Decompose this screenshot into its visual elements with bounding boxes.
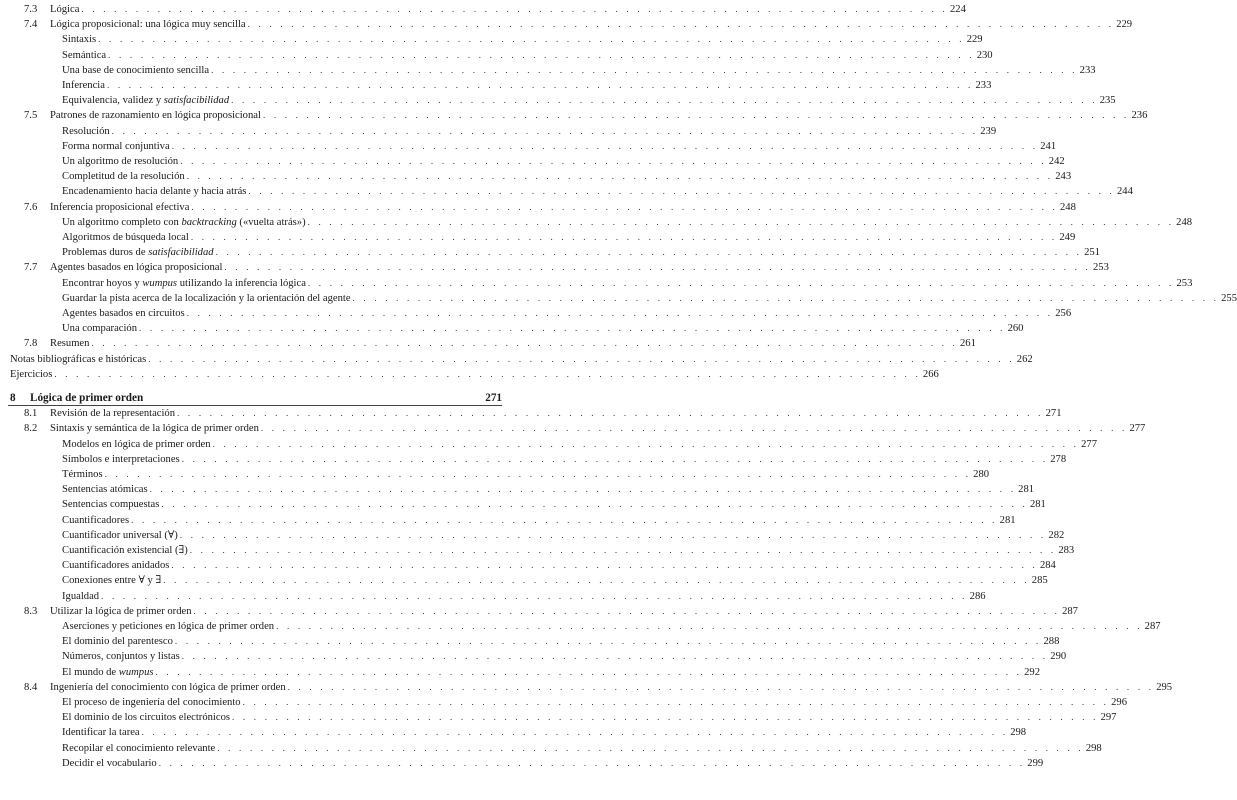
dot-leader: . . . . . . . . . . . . . . . . . . . . . . . . . . . . . . . . . . . . . . . . . . . . . . . . . . . . . . . . . . . . . . . . . . . . . . . . . . . . . . . .: [104, 469, 972, 479]
page-number: 287: [1062, 605, 1078, 617]
entry-title: El dominio del parentesco: [62, 636, 173, 648]
page-number: 248: [1059, 201, 1076, 213]
section-number: 7.3: [24, 4, 38, 15]
dot-leader: . . . . . . . . . . . . . . . . . . . . . . . . . . . . . . . . . . . . . . . . . . . . . . . . . . . . . . . . . . . . . . . . . . . . . . . . . . . . . . . .: [81, 4, 948, 14]
page-number: 283: [1058, 545, 1075, 556]
entry-title: Lógica proposicional: una lógica muy sencilla: [50, 19, 246, 31]
page-number: 229: [966, 34, 983, 46]
dot-leader: . . . . . . . . . . . . . . . . . . . . . . . . . . . . . . . . . . . . . . . . . . . . . . . . . . . . . . . . . . . . . . . . . . . . . . . . . . . . . . . .: [161, 499, 1028, 510]
section-number: 7.4: [24, 19, 38, 31]
entry-title: Utilizar la lógica de primer orden: [50, 605, 192, 617]
entry-title: Sintaxis y semántica de la lógica de primer orden: [50, 423, 259, 435]
entry-title: Términos: [62, 469, 103, 480]
toc-entry[interactable]: [0, 482, 1035, 497]
entry-title: Conexiones entre ∀ y ∃: [62, 575, 162, 587]
page-number: 281: [1029, 499, 1046, 511]
page-number: 292: [1024, 666, 1040, 678]
toc-entry[interactable]: [0, 756, 1044, 771]
section-number: 8.4: [24, 681, 38, 693]
dot-leader: . . . . . . . . . . . . . . . . . . . . . . . . . . . . . . . . . . . . . . . . . . . . . . . . . . . . . . . . . . . . . . . . . . . . . . . . . . . . . . . .: [177, 408, 1044, 419]
toc-entry[interactable]: [0, 695, 1128, 710]
entry-title: Aserciones y peticiones en lógica de primer orden: [62, 621, 275, 632]
page-number: 281: [999, 514, 1016, 526]
toc-entry[interactable]: [0, 336, 976, 351]
page-number: 255: [1221, 292, 1237, 304]
page-number: 261: [960, 338, 976, 350]
entry-title-italic: wumpus: [118, 666, 154, 678]
page-number: 278: [1050, 453, 1067, 465]
entry-title: Lógica: [50, 4, 80, 15]
page-number: 241: [1040, 140, 1057, 152]
page-number: 288: [1043, 636, 1060, 648]
toc-entry[interactable]: [0, 604, 1078, 619]
page-number: 285: [1031, 575, 1048, 587]
toc-entry[interactable]: [0, 2, 966, 17]
dot-leader: . . . . . . . . . . . . . . . . . . . . . . . . . . . . . . . . . . . . . . . . . . . . . . . . . . . . . . . . . . . . . . . . . . . . . . . . . . . . . . . .: [242, 697, 1110, 707]
entry-title: Una base de conocimiento sencilla: [62, 64, 210, 76]
entry-title: Igualdad: [62, 590, 100, 602]
dot-leader: . . . . . . . . . . . . . . . . . . . . . . . . . . . . . . . . . . . . . . . . . . . . . . . . . . . . . . . . . . . . . . . . . . . . . . . . . . . . . . . .: [149, 484, 1017, 495]
dot-leader: . . . . . . . . . . . . . . . . . . . . . . . . . . . . . . . . . . . . . . . . . . . . . . . . . . . . . . . . . . . . . . . . . . . . . . . . . . . . . . . .: [217, 742, 1084, 753]
page-number: 298: [1085, 742, 1102, 754]
toc-entry[interactable]: [0, 276, 1193, 291]
toc-entry[interactable]: [0, 154, 1065, 169]
toc-entry[interactable]: [0, 48, 993, 63]
dot-leader: . . . . . . . . . . . . . . . . . . . . . . . . . . . . . . . . . . . . . . . . . . . . . . . . . . . . . . . . . . . . . . . . . . . . . . . . . . . . . . . .: [171, 140, 1039, 151]
entry-title-italic: satisfacibilidad: [148, 247, 214, 259]
dot-leader: . . . . . . . . . . . . . . . . . . . . . . . . . . . . . . . . . . . . . . . . . . . . . . . . . . . . . . . . . . . . . . . . . . . . . . . . . . . . . . . .: [148, 353, 1015, 364]
dot-leader: . . . . . . . . . . . . . . . . . . . . . . . . . . . . . . . . . . . . . . . . . . . . . . . . . . . . . . . . . . . . . . . . . . . . . . . . . . . . . . . .: [189, 545, 1057, 555]
dot-leader: . . . . . . . . . . . . . . . . . . . . . . . . . . . . . . . . . . . . . . . . . . . . . . . . . . . . . . . . . . . . . . . . . . . . . . . . . . . . . . . .: [108, 49, 975, 60]
toc-entry[interactable]: [0, 63, 1096, 78]
page-number: 244: [1116, 186, 1133, 198]
page-number: 296: [1111, 697, 1128, 708]
entry-title: Agentes basados en circuitos: [62, 308, 185, 319]
section-number: 8.3: [24, 605, 38, 617]
toc-entry[interactable]: [0, 665, 1040, 680]
toc-entry[interactable]: [0, 245, 1101, 260]
page-number: 253: [1092, 262, 1109, 274]
toc-entry[interactable]: [0, 108, 1148, 123]
chapter-row[interactable]: [0, 391, 514, 406]
section-number: 8.1: [24, 408, 38, 420]
entry-title: Cuantificador universal (∀): [62, 529, 178, 541]
page-number: 271: [1045, 408, 1062, 420]
dot-leader: . . . . . . . . . . . . . . . . . . . . . . . . . . . . . . . . . . . . . . . . . . . . . . . . . . . . . . . . . . . . . . . . . . . . . . . . . . . . . . . .: [260, 423, 1128, 434]
entry-title: Símbolos e interpretaciones: [62, 453, 180, 465]
toc-entry[interactable]: [0, 230, 1076, 245]
entry-title: Agentes basados en lógica proposicional: [50, 262, 223, 274]
toc-entry[interactable]: [0, 17, 1133, 32]
entry-title: Forma normal conjuntiva: [62, 140, 170, 152]
toc-entry[interactable]: [0, 184, 1133, 199]
entry-title: Números, conjuntos y listas: [62, 651, 180, 663]
dot-leader: . . . . . . . . . . . . . . . . . . . . . . . . . . . . . . . . . . . . . . . . . . . . . . . . . . . . . . . . . . . . . . . . . . . . . . . . . . . . . . . .: [231, 95, 1098, 106]
toc-entry[interactable]: [0, 467, 990, 482]
toc-entry[interactable]: [0, 634, 1060, 649]
dot-leader: . . . . . . . . . . . . . . . . . . . . . . . . . . . . . . . . . . . . . . . . . . . . . . . . . . . . . . . . . . . . . . . . . . . . . . . . . . . . . . . .: [111, 125, 979, 136]
dot-leader: . . . . . . . . . . . . . . . . . . . . . . . . . . . . . . . . . . . . . . . . . . . . . . . . . . . . . . . . . . . . . . . . . . . . . . . . . . . . . . . .: [248, 186, 1115, 197]
entry-title: El mundo de wumpus: [62, 666, 154, 678]
section-number: 8.2: [24, 423, 38, 435]
dot-leader: . . . . . . . . . . . . . . . . . . . . . . . . . . . . . . . . . . . . . . . . . . . . . . . . . . . . . . . . . . . . . . . . . . . . . . . . . . . . . . . .: [186, 308, 1054, 318]
page-number: 287: [1144, 621, 1161, 632]
toc-entry[interactable]: [0, 558, 1056, 573]
dot-leader: . . . . . . . . . . . . . . . . . . . . . . . . . . . . . . . . . . . . . . . . . . . . . . . . . . . . . . . . . . . . . . . . . . . . . . . . . . . . . . . .: [352, 292, 1220, 303]
dot-leader: . . . . . . . . . . . . . . . . . . . . . . . . . . . . . . . . . . . . . . . . . . . . . . . . . . . . . . . . . . . . . . . . . . . . . . . . . . . . . . . .: [191, 201, 1058, 212]
page-number: 260: [1007, 323, 1024, 335]
entry-title: Encadenamiento hacia delante y hacia atrás: [62, 186, 247, 198]
toc-entry[interactable]: [0, 321, 1024, 336]
toc-entry[interactable]: [0, 543, 1075, 558]
dot-leader: . . . . . . . . . . . . . . . . . . . . . . . . . . . . . . . . . . . . . . . . . . . . . . . . . . . . . . . . . . . . . . . . . . . . . . . . . . . . . . . .: [224, 262, 1091, 273]
entry-title: Cuantificadores: [62, 514, 130, 526]
dot-leader: . . . . . . . . . . . . . . . . . . . . . . . . . . . . . . . . . . . . . . . . . . . . . . . . . . . . . . . . . . . . . . . . . . . . . . . . . . . . . . . .: [98, 34, 965, 45]
dot-leader: . . . . . . . . . . . . . . . . . . . . . . . . . . . . . . . . . . . . . . . . . . . . . . . . . . . . . . . . . . . . . . . . . . . . . . . . . . . . . . . .: [190, 232, 1058, 242]
page-number: 284: [1039, 560, 1056, 572]
section-number: 7.5: [24, 110, 38, 122]
toc-entry[interactable]: [0, 680, 1173, 695]
toc-entry[interactable]: [0, 139, 1057, 154]
page-number: 239: [980, 125, 997, 137]
entry-title: Ejercicios: [10, 368, 53, 380]
entry-title: El proceso de ingeniería del conocimiento: [62, 697, 241, 708]
entry-title: Resolución: [62, 125, 110, 137]
entry-title: Patrones de razonamiento en lógica proposicional: [50, 110, 261, 122]
toc-entry[interactable]: [0, 93, 1116, 108]
toc-entry[interactable]: [0, 528, 1065, 543]
entry-title: Cuantificadores anidados: [62, 560, 170, 572]
entry-title: Sintaxis: [62, 34, 97, 46]
dot-leader: . . . . . . . . . . . . . . . . . . . . . . . . . . . . . . . . . . . . . . . . . . . . . . . . . . . . . . . . . . . . . . . . . . . . . . . . . . . . . . . .: [186, 171, 1054, 182]
toc-entry[interactable]: [0, 741, 1102, 756]
entry-title: Guardar la pista acerca de la localización y la orientación del agente: [62, 292, 351, 304]
toc-entry[interactable]: [0, 200, 1076, 215]
entry-title: Recopilar el conocimiento relevante: [62, 742, 216, 754]
section-number: 7.7: [24, 262, 38, 274]
entry-title: Problemas duros de satisfacibilidad: [62, 247, 214, 259]
page-number: 249: [1059, 232, 1076, 243]
toc-entry[interactable]: [0, 649, 1067, 664]
entry-title: Identificar la tarea: [62, 727, 140, 739]
entry-title: Algoritmos de búsqueda local: [62, 232, 189, 243]
dot-leader: . . . . . . . . . . . . . . . . . . . . . . . . . . . . . . . . . . . . . . . . . . . . . . . . . . . . . . . . . . . . . . . . . . . . . . . . . . . . . . . .: [155, 666, 1023, 677]
page-number: 243: [1055, 171, 1072, 183]
entry-title: Inferencia: [62, 80, 105, 91]
dot-leader: . . . . . . . . . . . . . . . . . . . . . . . . . . . . . . . . . . . . . . . . . . . . . . . . . . . . . . . . . . . . . . . . . . . . . . . . . . . . . . . .: [212, 438, 1080, 449]
toc-entry[interactable]: [0, 306, 1072, 321]
page-number: 236: [1131, 110, 1148, 122]
toc-entry[interactable]: [0, 215, 1193, 230]
toc-entry[interactable]: [0, 589, 986, 604]
entry-title-italic: satisfacibilidad: [163, 95, 230, 107]
dot-leader: . . . . . . . . . . . . . . . . . . . . . . . . . . . . . . . . . . . . . . . . . . . . . . . . . . . . . . . . . . . . . . . . . . . . . . . . . . . . . . . .: [181, 651, 1049, 662]
dot-leader: . . . . . . . . . . . . . . . . . . . . . . . . . . . . . . . . . . . . . . . . . . . . . . . . . . . . . . . . . . . . . . . . . . . . . . . . . . . . . . . .: [163, 575, 1030, 586]
entry-title: Inferencia proposicional efectiva: [50, 201, 190, 213]
toc-entry[interactable]: [0, 291, 1237, 306]
dot-leader: . . . . . . . . . . . . . . . . . . . . . . . . . . . . . . . . . . . . . . . . . . . . . . . . . . . . . . . . . . . . . . . . . . . . . . . . . . . . . . . .: [307, 216, 1175, 227]
page-number: 256: [1055, 308, 1072, 319]
toc-entry[interactable]: [0, 352, 1033, 367]
page-number: 266: [922, 368, 939, 380]
entry-title: Equivalencia, validez y satisfacibilidad: [62, 95, 230, 107]
page-number: 286: [969, 590, 986, 602]
dot-leader: . . . . . . . . . . . . . . . . . . . . . . . . . . . . . . . . . . . . . . . . . . . . . . . . . . . . . . . . . . . . . . . . . . . . . . . . . . . . . . . .: [276, 621, 1143, 631]
page-number: 299: [1027, 757, 1044, 769]
entry-title: Notas bibliográficas e históricas: [10, 353, 147, 365]
entry-title-italic: wumpus: [142, 277, 178, 289]
dot-leader: . . . . . . . . . . . . . . . . . . . . . . . . . . . . . . . . . . . . . . . . . . . . . . . . . . . . . . . . . . . . . . . . . . . . . . . . . . . . . . . .: [232, 712, 1099, 723]
page-number: 233: [1079, 64, 1096, 76]
entry-title: Sentencias compuestas: [62, 499, 160, 511]
dot-leader: . . . . . . . . . . . . . . . . . . . . . . . . . . . . . . . . . . . . . . . . . . . . . . . . . . . . . . . . . . . . . . . . . . . . . . . . . . . . . . . .: [106, 80, 974, 90]
entry-title: Ingeniería del conocimiento con lógica de primer orden: [50, 681, 286, 693]
entry-title: Encontrar hoyos y wumpus utilizando la inferencia lógica: [62, 277, 306, 289]
section-number: 7.8: [24, 338, 38, 350]
page-number: 235: [1099, 95, 1116, 107]
toc-entry[interactable]: [0, 124, 997, 139]
toc-entry[interactable]: [0, 32, 983, 47]
entry-title: Un algoritmo completo con backtracking («vuelta atrás»): [62, 216, 306, 228]
entry-title: Revisión de la representación: [50, 408, 176, 420]
dot-leader: . . . . . . . . . . . . . . . . . . . . . . . . . . . . . . . . . . . . . . . . . . . . . . . . . . . . . . . . . . . . . . . . . . . . . . . . . . . . . . . .: [193, 605, 1061, 616]
dot-leader: . . . . . . . . . . . . . . . . . . . . . . . . . . . . . . . . . . . . . . . . . . . . . . . . . . . . . . . . . . . . . . . . . . . . . . . . . . . . . . . .: [141, 727, 1009, 738]
dot-leader: . . . . . . . . . . . . . . . . . . . . . . . . . . . . . . . . . . . . . . . . . . . . . . . . . . . . . . . . . . . . . . . . . . . . . . . . . . . . . . . .: [307, 277, 1175, 288]
dot-leader: . . . . . . . . . . . . . . . . . . . . . . . . . . . . . . . . . . . . . . . . . . . . . . . . . . . . . . . . . . . . . . . . . . . . . . . . . . . . . . . .: [91, 338, 958, 349]
toc-entry[interactable]: [0, 710, 1117, 725]
page-number: 281: [1018, 484, 1035, 496]
toc-entry[interactable]: [0, 437, 1098, 452]
page-number: 229: [1116, 19, 1133, 31]
toc-entry[interactable]: [0, 452, 1067, 467]
entry-title-italic: backtracking: [181, 216, 237, 228]
entry-title: Lógica de primer orden: [30, 392, 144, 404]
page-number: 298: [1010, 727, 1027, 739]
entry-title: Decidir el vocabulario: [62, 757, 157, 769]
page-number: 242: [1048, 156, 1065, 167]
toc-entry[interactable]: [0, 260, 1109, 275]
page-number: 262: [1016, 353, 1033, 365]
entry-title: Cuantificación existencial (∃): [62, 545, 188, 556]
page-number: 277: [1081, 438, 1098, 450]
dot-leader: . . . . . . . . . . . . . . . . . . . . . . . . . . . . . . . . . . . . . . . . . . . . . . . . . . . . . . . . . . . . . . . . . . . . . . . . . . . . . . . .: [180, 156, 1047, 166]
entry-title: Un algoritmo de resolución: [62, 156, 179, 167]
page-number: 290: [1050, 651, 1067, 663]
dot-leader: . . . . . . . . . . . . . . . . . . . . . . . . . . . . . . . . . . . . . . . . . . . . . . . . . . . . . . . . . . . . . . . . . . . . . . . . . . . . . . . .: [215, 247, 1083, 258]
toc-entry[interactable]: [0, 573, 1048, 588]
page-number: 233: [975, 80, 992, 91]
page-number: 224: [949, 4, 966, 15]
dot-leader: . . . . . . . . . . . . . . . . . . . . . . . . . . . . . . . . . . . . . . . . . . . . . . . . . . . . . . . . . . . . . . . . . . . . . . . . . . . . . . . .: [158, 757, 1026, 768]
section-number: 8: [10, 392, 16, 404]
page-number: 230: [976, 49, 993, 61]
dot-leader: . . . . . . . . . . . . . . . . . . . . . . . . . . . . . . . . . . . . . . . . . . . . . . . . . . . . . . . . . . . . . . . . . . . . . . . . . . . . . . . .: [139, 323, 1006, 334]
page-number: 271: [485, 392, 502, 404]
toc-entry[interactable]: [0, 421, 1146, 436]
page-number: 297: [1100, 712, 1117, 724]
page-number: 280: [973, 469, 990, 480]
toc-entry[interactable]: [0, 725, 1027, 740]
toc-entry[interactable]: [0, 367, 939, 382]
page-number: 251: [1084, 247, 1101, 259]
toc-entry[interactable]: [0, 169, 1072, 184]
page-number: 295: [1156, 681, 1173, 693]
dot-leader: . . . . . . . . . . . . . . . . . . . . . . . . . . . . . . . . . . . . . . . . . . . . . . . . . . . . . . . . . . . . . . . . . . . . . . . . . . . . . . . .: [247, 19, 1115, 30]
dot-leader: . . . . . . . . . . . . . . . . . . . . . . . . . . . . . . . . . . . . . . . . . . . . . . . . . . . . . . . . . . . . . . . . . . . . . . . . . . . . . . . .: [54, 368, 921, 379]
entry-title: Una comparación: [62, 323, 138, 335]
entry-title: El dominio de los circuitos electrónicos: [62, 712, 230, 724]
dot-leader: . . . . . . . . . . . . . . . . . . . . . . . . . . . . . . . . . . . . . . . . . . . . . . . . . . . . . . . . . . . . . . . . . . . . . . . . . . . . . . . .: [131, 514, 998, 525]
page-number: 277: [1129, 423, 1146, 435]
dot-leader: . . . . . . . . . . . . . . . . . . . . . . . . . . . . . . . . . . . . . . . . . . . . . . . . . . . . . . . . . . . . . . . . . . . . . . . . . . . . . . . .: [262, 110, 1130, 121]
toc-entry[interactable]: [0, 78, 992, 93]
entry-title: Completitud de la resolución: [62, 171, 185, 183]
dot-leader: . . . . . . . . . . . . . . . . . . . . . . . . . . . . . . . . . . . . . . . . . . . . . . . . . . . . . . . . . . . . . . . . . . . . . . . . . . . . . . . .: [287, 681, 1155, 692]
page-number: 253: [1176, 277, 1193, 289]
toc-entry[interactable]: [0, 406, 1062, 421]
toc-entry[interactable]: [0, 497, 1046, 512]
dot-leader: . . . . . . . . . . . . . . . . . . . . . . . . . . . . . . . . . . . . . . . . . . . . . . . . . . . . . . . . . . . . . . . . . . . . . . . . . . . . . . . .: [181, 453, 1049, 464]
entry-title: Sentencias atómicas: [62, 484, 148, 496]
toc-entry[interactable]: [0, 619, 1161, 634]
dot-leader: . . . . . . . . . . . . . . . . . . . . . . . . . . . . . . . . . . . . . . . . . . . . . . . . . . . . . . . . . . . . . . . . . . . . . . . . . . . . . . . .: [101, 590, 968, 601]
dot-leader: . . . . . . . . . . . . . . . . . . . . . . . . . . . . . . . . . . . . . . . . . . . . . . . . . . . . . . . . . . . . . . . . . . . . . . . . . . . . . . . .: [211, 64, 1078, 75]
entry-title: Semántica: [62, 49, 107, 61]
dot-leader: . . . . . . . . . . . . . . . . . . . . . . . . . . . . . . . . . . . . . . . . . . . . . . . . . . . . . . . . . . . . . . . . . . . . . . . . . . . . . . . .: [171, 560, 1038, 571]
page-number: 248: [1176, 216, 1193, 228]
page-number: 282: [1048, 529, 1065, 541]
dot-leader: . . . . . . . . . . . . . . . . . . . . . . . . . . . . . . . . . . . . . . . . . . . . . . . . . . . . . . . . . . . . . . . . . . . . . . . . . . . . . . . .: [174, 636, 1042, 647]
dot-leader: . . . . . . . . . . . . . . . . . . . . . . . . . . . . . . . . . . . . . . . . . . . . . . . . . . . . . . . . . . . . . . . . . . . . . . . . . . . . . . . .: [179, 529, 1047, 540]
toc-entry[interactable]: [0, 513, 1016, 528]
entry-title: Modelos en lógica de primer orden: [62, 438, 211, 450]
section-number: 7.6: [24, 201, 38, 213]
entry-title: Resumen: [50, 338, 90, 350]
